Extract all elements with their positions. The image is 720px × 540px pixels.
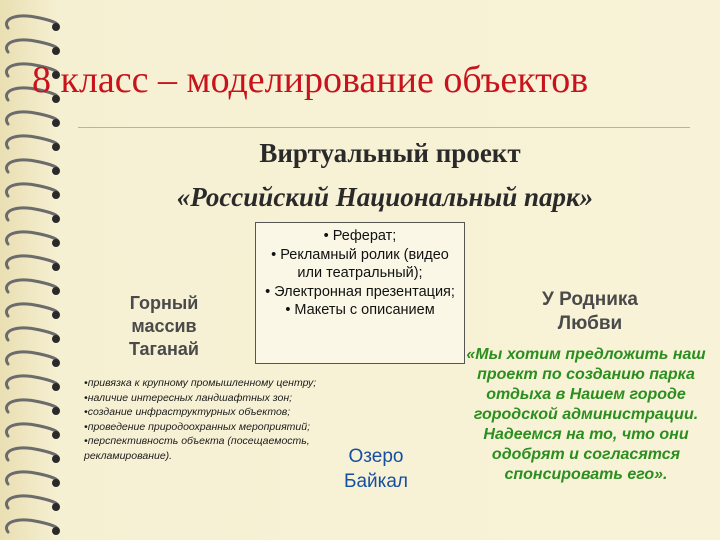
location-taganai: Горный массив Таганай bbox=[128, 293, 199, 359]
location-spring: У Родника Любви bbox=[542, 289, 638, 334]
deliverable-item: • Рекламный ролик (видео или театральный); bbox=[258, 246, 462, 283]
criteria-item: • привязка к крупному промышленному центру; bbox=[84, 376, 334, 391]
slide-title: 8 класс – моделирование объектов bbox=[32, 59, 589, 101]
project-type-heading: Виртуальный проект bbox=[259, 138, 521, 168]
project-deliverables-box bbox=[255, 222, 465, 364]
location-baikal: Озеро Байкал bbox=[343, 446, 409, 492]
deliverable-item: • Макеты с описанием bbox=[258, 301, 462, 320]
criteria-item: • создание инфраструктурных объектов; bbox=[84, 405, 334, 420]
criteria-item: • перспективность объекта (посещаемость, рекламирование). bbox=[84, 434, 334, 463]
criteria-list bbox=[84, 376, 334, 463]
proposal-quote: «Мы хотим предложить наш проект по созданию парка отдыха в Нашем городе городской администрации. Надеемся на то, что они одобрят и согласятся спонсировать его». bbox=[466, 346, 706, 483]
deliverable-item: • Электронная презентация; bbox=[258, 283, 462, 302]
criteria-item: • проведение природоохранных мероприятий; bbox=[84, 420, 334, 435]
title-divider bbox=[78, 127, 690, 128]
deliverable-item: • Реферат; bbox=[258, 227, 462, 246]
project-name-heading: «Российский Национальный парк» bbox=[176, 182, 594, 212]
criteria-item: • наличие интересных ландшафтных зон; bbox=[84, 391, 334, 406]
